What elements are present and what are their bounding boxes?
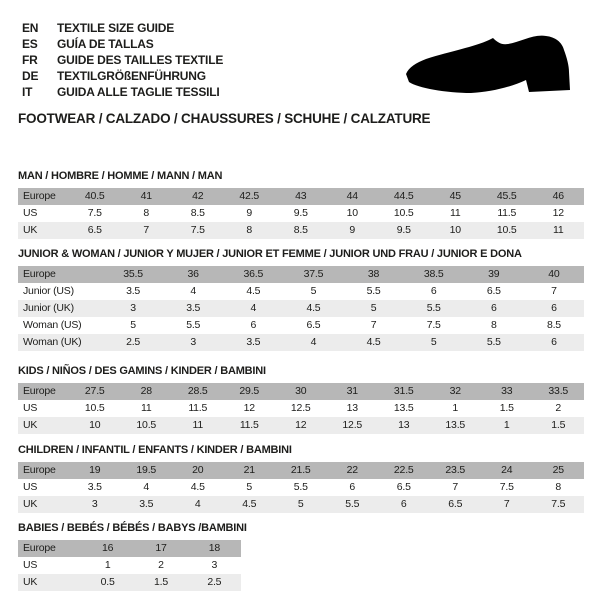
size-cell: 23.5: [430, 462, 482, 479]
size-cell: 8: [533, 479, 585, 496]
size-cell: 32: [430, 383, 482, 400]
size-cell: 5.5: [404, 300, 464, 317]
size-table-children: [18, 462, 584, 513]
row-label: Junior (UK): [18, 300, 103, 317]
size-cell: 43: [275, 188, 327, 205]
size-cell: 40.5: [69, 188, 121, 205]
size-cell: 21.5: [275, 462, 327, 479]
table-title-junior-woman: JUNIOR & WOMAN / JUNIOR Y MUJER / JUNIOR ET FEMME / JUNIOR UND FRAU / JUNIOR E DONA: [18, 248, 522, 260]
size-cell: 8.5: [524, 317, 584, 334]
size-cell: 6.5: [464, 283, 524, 300]
size-cell: 6.5: [283, 317, 343, 334]
size-cell: 3.5: [163, 300, 223, 317]
size-cell: 6: [327, 479, 379, 496]
language-label: GUÍA DE TALLAS: [57, 37, 154, 51]
size-cell: 9: [327, 222, 379, 239]
row-label: US: [18, 400, 69, 417]
table-row: [18, 496, 584, 513]
size-cell: 5.5: [464, 334, 524, 351]
language-row-de: [22, 68, 223, 84]
size-cell: 21: [224, 462, 276, 479]
dress-shoe-icon: [396, 26, 586, 106]
size-cell: 6.5: [378, 479, 430, 496]
size-cell: 25: [533, 462, 585, 479]
size-cell: 33.5: [533, 383, 585, 400]
row-label: Europe: [18, 540, 81, 557]
size-cell: 4: [163, 283, 223, 300]
size-cell: 3.5: [69, 479, 121, 496]
size-cell: 5.5: [163, 317, 223, 334]
size-cell: 13: [378, 417, 430, 434]
language-code: DE: [22, 69, 39, 83]
row-label: US: [18, 557, 81, 574]
size-cell: 3: [69, 496, 121, 513]
language-row-fr: [22, 52, 223, 68]
table-row: [18, 188, 584, 205]
size-cell: 4.5: [283, 300, 343, 317]
size-cell: 7.5: [69, 205, 121, 222]
size-cell: 36.5: [223, 266, 283, 283]
size-cell: 4.5: [172, 479, 224, 496]
row-label: US: [18, 205, 69, 222]
size-cell: 24: [481, 462, 533, 479]
size-cell: 6: [524, 300, 584, 317]
size-cell: 6.5: [430, 496, 482, 513]
section-kids: [18, 365, 584, 434]
size-cell: 10: [69, 417, 121, 434]
row-label: Woman (US): [18, 317, 103, 334]
size-cell: 13: [327, 400, 379, 417]
table-title-man: MAN / HOMBRE / HOMME / MANN / MAN: [18, 170, 223, 182]
table-row: [18, 417, 584, 434]
size-cell: 8.5: [275, 222, 327, 239]
row-label: Europe: [18, 383, 69, 400]
language-code: FR: [22, 53, 38, 67]
table-row: [18, 383, 584, 400]
size-cell: 45: [430, 188, 482, 205]
size-cell: 5: [275, 496, 327, 513]
size-cell: 11: [121, 400, 173, 417]
category-title: FOOTWEAR / CALZADO / CHAUSSURES / SCHUHE / CALZATURE: [18, 111, 431, 126]
size-cell: 5: [224, 479, 276, 496]
table-row: [18, 300, 584, 317]
size-cell: 35.5: [103, 266, 163, 283]
size-cell: 6: [378, 496, 430, 513]
size-cell: 7.5: [404, 317, 464, 334]
row-label: Europe: [18, 266, 103, 283]
size-cell: 2: [533, 400, 585, 417]
table-row: [18, 540, 241, 557]
size-cell: 42: [172, 188, 224, 205]
size-table-man: [18, 188, 584, 239]
size-cell: 4: [172, 496, 224, 513]
size-cell: 28: [121, 383, 173, 400]
size-cell: 22.5: [378, 462, 430, 479]
size-cell: 3.5: [121, 496, 173, 513]
size-cell: 5.5: [344, 283, 404, 300]
size-cell: 30: [275, 383, 327, 400]
table-row: [18, 266, 584, 283]
table-row: [18, 557, 241, 574]
language-row-it: [22, 84, 223, 100]
size-cell: 12: [224, 400, 276, 417]
row-label: Junior (US): [18, 283, 103, 300]
size-cell: 5: [283, 283, 343, 300]
size-cell: 10.5: [121, 417, 173, 434]
size-cell: 5: [404, 334, 464, 351]
size-cell: 16: [81, 540, 134, 557]
language-code: IT: [22, 85, 33, 99]
size-cell: 7: [430, 479, 482, 496]
size-cell: 6: [464, 300, 524, 317]
size-cell: 18: [188, 540, 241, 557]
language-code: ES: [22, 37, 38, 51]
size-cell: 11: [172, 417, 224, 434]
row-label: US: [18, 479, 69, 496]
table-row: [18, 334, 584, 351]
size-cell: 5.5: [275, 479, 327, 496]
size-cell: 11.5: [481, 205, 533, 222]
size-cell: 12.5: [327, 417, 379, 434]
table-row: [18, 574, 241, 591]
size-cell: 7: [481, 496, 533, 513]
language-row-es: [22, 36, 223, 52]
size-cell: 5: [344, 300, 404, 317]
size-cell: 17: [134, 540, 187, 557]
size-cell: 45.5: [481, 188, 533, 205]
size-cell: 10.5: [69, 400, 121, 417]
size-cell: 1: [81, 557, 134, 574]
table-title-babies: BABIES / BEBÉS / BÉBÉS / BABYS /BAMBINI: [18, 522, 247, 534]
size-cell: 40: [524, 266, 584, 283]
size-cell: 4: [223, 300, 283, 317]
size-cell: 1: [481, 417, 533, 434]
size-cell: 7: [344, 317, 404, 334]
size-cell: 11.5: [224, 417, 276, 434]
row-label: UK: [18, 222, 69, 239]
size-cell: 42.5: [224, 188, 276, 205]
table-row: [18, 479, 584, 496]
row-label: UK: [18, 574, 81, 591]
size-cell: 1.5: [533, 417, 585, 434]
size-cell: 5.5: [327, 496, 379, 513]
size-cell: 46: [533, 188, 585, 205]
size-cell: 3: [103, 300, 163, 317]
language-label: TEXTILE SIZE GUIDE: [57, 21, 175, 35]
size-cell: 12.5: [275, 400, 327, 417]
size-cell: 31: [327, 383, 379, 400]
row-label: Europe: [18, 462, 69, 479]
size-cell: 2: [134, 557, 187, 574]
size-cell: 38: [344, 266, 404, 283]
language-label: GUIDA ALLE TAGLIE TESSILI: [57, 85, 220, 99]
size-cell: 4.5: [344, 334, 404, 351]
size-cell: 6: [524, 334, 584, 351]
section-junior-woman: [18, 248, 584, 351]
size-cell: 3.5: [103, 283, 163, 300]
size-cell: 9.5: [275, 205, 327, 222]
size-cell: 10: [327, 205, 379, 222]
size-cell: 2.5: [103, 334, 163, 351]
size-cell: 11.5: [172, 400, 224, 417]
language-list: [22, 20, 223, 100]
size-cell: 31.5: [378, 383, 430, 400]
size-cell: 39: [464, 266, 524, 283]
size-cell: 27.5: [69, 383, 121, 400]
size-cell: 1: [430, 400, 482, 417]
size-cell: 4.5: [224, 496, 276, 513]
size-cell: 9.5: [378, 222, 430, 239]
table-row: [18, 222, 584, 239]
size-cell: 8: [464, 317, 524, 334]
size-cell: 7: [524, 283, 584, 300]
size-table-junior-woman: [18, 266, 584, 351]
row-label: UK: [18, 417, 69, 434]
size-cell: 3: [188, 557, 241, 574]
size-cell: 0.5: [81, 574, 134, 591]
size-cell: 7: [121, 222, 173, 239]
table-row: [18, 205, 584, 222]
size-cell: 37.5: [283, 266, 343, 283]
size-cell: 11: [430, 205, 482, 222]
size-cell: 20: [172, 462, 224, 479]
size-cell: 36: [163, 266, 223, 283]
size-cell: 6.5: [69, 222, 121, 239]
size-cell: 22: [327, 462, 379, 479]
size-cell: 13.5: [430, 417, 482, 434]
size-cell: 9: [224, 205, 276, 222]
size-cell: 12: [533, 205, 585, 222]
size-cell: 12: [275, 417, 327, 434]
table-row: [18, 283, 584, 300]
size-cell: 41: [121, 188, 173, 205]
size-cell: 6: [404, 283, 464, 300]
size-cell: 6: [223, 317, 283, 334]
size-cell: 13.5: [378, 400, 430, 417]
size-cell: 7.5: [533, 496, 585, 513]
size-cell: 7.5: [172, 222, 224, 239]
size-cell: 29.5: [224, 383, 276, 400]
size-cell: 3.5: [223, 334, 283, 351]
size-cell: 44.5: [378, 188, 430, 205]
size-cell: 1.5: [481, 400, 533, 417]
section-man: [18, 170, 584, 239]
size-table-babies: [18, 540, 241, 591]
table-row: [18, 462, 584, 479]
size-cell: 8.5: [172, 205, 224, 222]
table-title-kids: KIDS / NIÑOS / DES GAMINS / KINDER / BAMBINI: [18, 365, 266, 377]
size-cell: 4: [283, 334, 343, 351]
size-cell: 10: [430, 222, 482, 239]
language-code: EN: [22, 21, 39, 35]
size-cell: 33: [481, 383, 533, 400]
row-label: UK: [18, 496, 69, 513]
size-cell: 1.5: [134, 574, 187, 591]
size-cell: 8: [121, 205, 173, 222]
row-label: Europe: [18, 188, 69, 205]
size-cell: 19.5: [121, 462, 173, 479]
size-cell: 5: [103, 317, 163, 334]
size-cell: 11: [533, 222, 585, 239]
size-cell: 7.5: [481, 479, 533, 496]
size-cell: 19: [69, 462, 121, 479]
language-row-en: [22, 20, 223, 36]
table-title-children: CHILDREN / INFANTIL / ENFANTS / KINDER / BAMBINI: [18, 444, 292, 456]
size-cell: 38.5: [404, 266, 464, 283]
language-label: TEXTILGRÖßENFÜHRUNG: [57, 69, 206, 83]
language-label: GUIDE DES TAILLES TEXTILE: [57, 53, 224, 67]
size-cell: 2.5: [188, 574, 241, 591]
size-cell: 4: [121, 479, 173, 496]
size-cell: 10.5: [481, 222, 533, 239]
size-cell: 3: [163, 334, 223, 351]
section-babies: [18, 522, 584, 591]
table-row: [18, 317, 584, 334]
size-cell: 44: [327, 188, 379, 205]
size-cell: 4.5: [223, 283, 283, 300]
table-row: [18, 400, 584, 417]
section-children: [18, 444, 584, 513]
row-label: Woman (UK): [18, 334, 103, 351]
size-cell: 8: [224, 222, 276, 239]
size-table-kids: [18, 383, 584, 434]
size-cell: 28.5: [172, 383, 224, 400]
size-cell: 10.5: [378, 205, 430, 222]
